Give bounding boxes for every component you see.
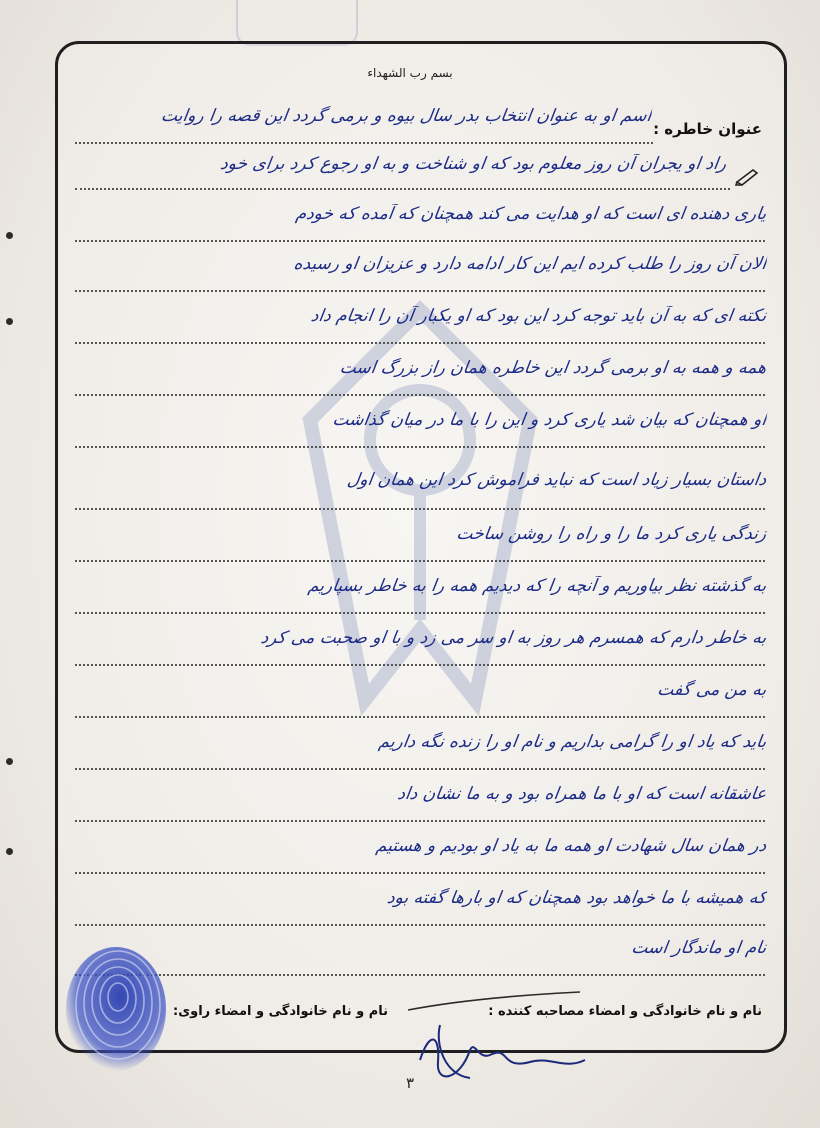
memory-title-label: عنوان خاطره : xyxy=(653,120,762,138)
handwritten-line: نام او ماندگار است xyxy=(630,938,768,958)
header-basmala: بسم رب الشهداء xyxy=(367,66,453,80)
pen-icon xyxy=(735,166,761,186)
handwritten-line: زندگی یاری کرد ما را و راه را روشن ساخت xyxy=(455,524,768,544)
handwritten-line: در همان سال شهادت او همه ما به یاد او بودیم و هستیم xyxy=(374,836,768,856)
handwritten-line: او همچنان که بیان شد یاری کرد و این را با ما در میان گذاشت xyxy=(331,410,768,430)
handwritten-line: به گذشته نظر بیاوریم و آنچه را که دیدیم همه را به خاطر بسپاریم xyxy=(306,576,768,596)
binder-hole xyxy=(6,232,13,239)
page-number: ۳ xyxy=(405,1074,415,1092)
handwritten-line: راد او یجران آن روز معلوم بود که او شناخت و به او رجوع کرد برای خود xyxy=(218,154,728,174)
binder-hole xyxy=(6,318,13,325)
faded-stamp xyxy=(236,0,358,46)
handwritten-line: به خاطر دارم که همسرم هر روز به او سر می زد و با او صحبت می کرد xyxy=(259,628,768,648)
binder-hole xyxy=(6,848,13,855)
handwritten-line: اسم او به عنوان انتخاب بدر سال بیوه و برمی گردد این قصه را روایت xyxy=(159,106,653,126)
handwritten-line: یاری دهنده ای است که او هدایت می کند همچنان که آمده که خودم xyxy=(294,204,768,224)
handwritten-line: الان آن روز را طلب کرده ایم این کار ادامه دارد و عزیزان او رسیده xyxy=(292,254,768,274)
handwritten-line: همه و همه به او برمی گردد این خاطره همان راز بزرگ است xyxy=(338,358,768,378)
ruled-line xyxy=(75,508,765,510)
handwritten-line: داستان بسیار زیاد است که نباید فراموش کرد این همان اول xyxy=(345,470,768,490)
interviewer-signature-label: نام و نام خانوادگی و امضاء مصاحبه کننده : xyxy=(488,1004,762,1019)
handwritten-line: عاشقانه است که او با ما همراه بود و به ما نشان داد xyxy=(396,784,768,804)
handwritten-line: باید که یاد او را گرامی بداریم و نام او را زنده نگه داریم xyxy=(377,732,768,752)
narrator-signature-label: نام و نام خانوادگی و امضاء راوی: xyxy=(173,1004,388,1019)
handwritten-line: که همیشه با ما خواهد بود همچنان که او بارها گفته بود xyxy=(385,888,768,908)
handwritten-line: به من می گفت xyxy=(656,680,768,700)
binder-hole xyxy=(6,758,13,765)
fingerprint-icon xyxy=(62,945,170,1073)
handwritten-line: نکته ای که به آن باید توجه کرد این بود که او یکبار آن را انجام داد xyxy=(309,306,768,326)
